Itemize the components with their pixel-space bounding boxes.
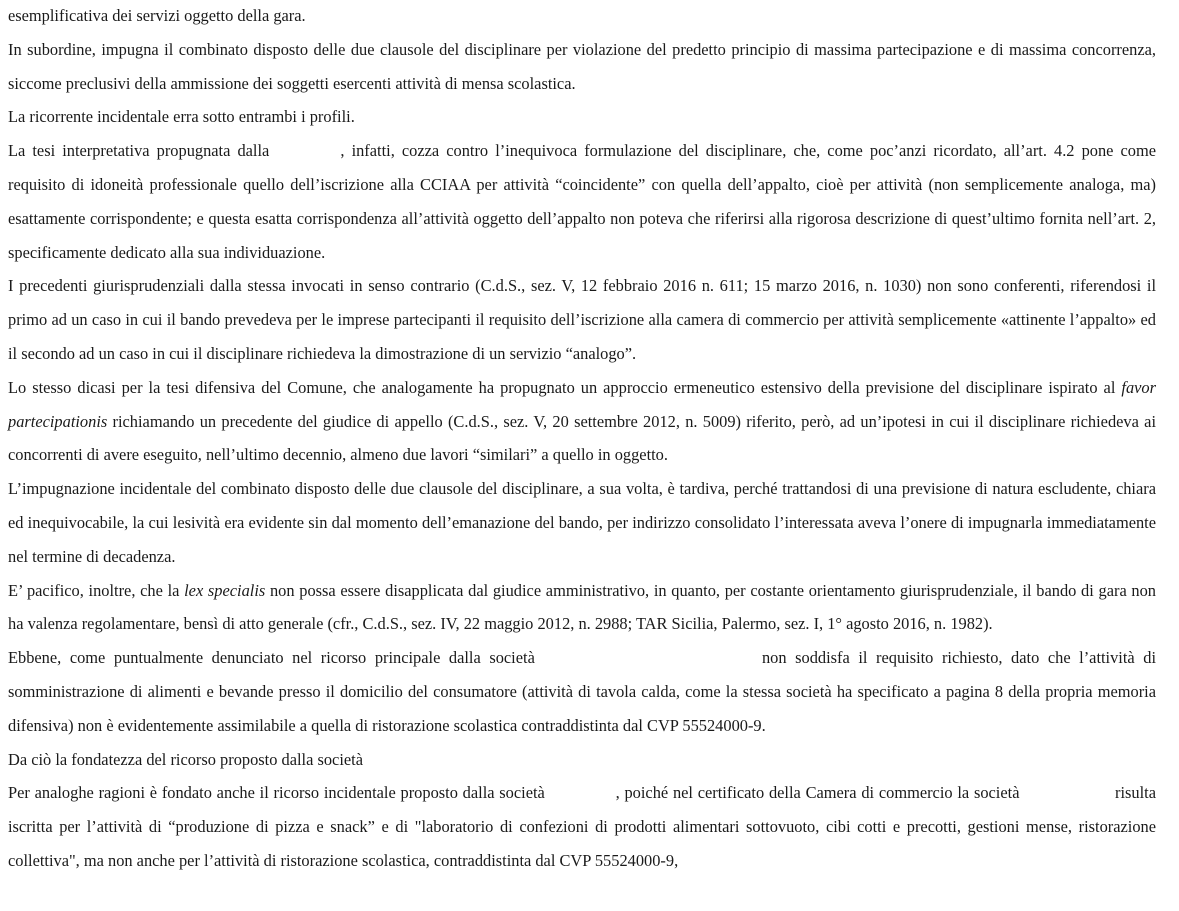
paragraph	[8, 33, 1156, 101]
document-body	[8, 0, 1156, 878]
paragraph	[8, 100, 1156, 134]
paragraph-text: Da ciò la fondatezza del ricorso proposto dalla società	[8, 749, 363, 769]
redacted-name	[550, 782, 616, 798]
paragraph-text: La ricorrente incidentale erra sotto entrambi i profili.	[8, 107, 355, 127]
paragraph-text: non possa essere disapplicata dal giudice amministrativo, in quanto, per costante orientamento giurisprudenziale, il bando di gara non ha valenza regolamentare, bensì di atto generale (cfr., C.d.S., sez. IV, 22 maggio 2012, n. 2988; TAR Sicilia, Palermo, sez. I, 1° agosto 2016, n. 1982).	[8, 580, 1157, 634]
paragraph-text: risulta iscritta per l’attività di “produzione di pizza e snack” e di "laboratorio di confezioni di prodotti alimentari sottovuoto, cibi cotti e precotti, gestioni mense, ristorazione collettiva", ma non anche per l’attività di ristorazione scolastica, contraddistinta dal CVP 55524000-9,	[8, 783, 1156, 870]
latin-phrase: lex specialis	[184, 580, 266, 600]
paragraph	[8, 776, 1156, 877]
redacted-name	[1024, 782, 1110, 798]
paragraph	[8, 0, 1156, 33]
paragraph	[8, 743, 1156, 777]
paragraph-text: richiamando un precedente del giudice di appello (C.d.S., sez. V, 20 settembre 2012, n. 5009) riferito, però, ad un’ipotesi in cui il disciplinare richiedeva ai concorrenti di avere eseguito, nell’ultimo decennio, almeno due lavori “similari” a quello in oggetto.	[8, 411, 1156, 465]
paragraph-text: Ebbene, come puntualmente denunciato nel ricorso principale dalla società	[8, 648, 544, 668]
latin-phrase: favor partecipationis	[8, 377, 1156, 431]
paragraph-text: non soddisfa il requisito richiesto, dato che l’attività di somministrazione di alimenti e bevande presso il domicilio del consumatore (attività di tavola calda, come la stessa società ha specificato a pagina 8 della propria memoria difensiva) non è evidentemente assimilabile a quella di ristorazione scolastica contraddistinta dal CVP 55524000-9.	[8, 648, 1157, 735]
paragraph-text: , infatti, cozza contro l’inequivoca formulazione del disciplinare, che, come poc’anzi ricordato, all’art. 4.2 pone come requisito di idoneità professionale quello dell’iscrizione alla CCIAA per attività “coincidente” con quella dell’appalto, cioè per attività (non semplicemente analoga, ma) esattamente corrispondente; e questa esatta corrispondenza all’attività oggetto dell’appalto non poteva che riferirsi alla rigorosa descrizione di quest’ultimo fornita nell’art. 2, specificamente dedicato alla sua individuazione.	[8, 141, 1156, 262]
paragraph-text: I precedenti giurisprudenziali dalla stessa invocati in senso contrario (C.d.S., sez. V, 12 febbraio 2016 n. 611; 15 marzo 2016, n. 1030) non sono conferenti, riferendosi il primo ad un caso in cui il bando prevedeva per le imprese partecipanti il requisito dell’iscrizione alla camera di commercio per attività semplicemente «attinente l’appalto» ed il secondo ad un caso in cui il disciplinare richiedeva la dimostrazione di un servizio “analogo”.	[8, 276, 1156, 363]
paragraph	[8, 574, 1156, 642]
paragraph-text: Lo stesso dicasi per la tesi difensiva del Comune, che analogamente ha propugnato un approccio ermeneutico estensivo della previsione del disciplinare ispirato al	[8, 377, 1122, 397]
redacted-name	[543, 647, 753, 663]
paragraph-text: , poiché nel certificato della Camera di commercio la società	[615, 783, 1025, 803]
paragraph	[8, 472, 1156, 573]
paragraph	[8, 371, 1156, 472]
paragraph-text: E’ pacifico, inoltre, che la	[8, 580, 185, 600]
paragraph-text: L’impugnazione incidentale del combinato disposto delle due clausole del disciplinare, a sua volta, è tardiva, perché trattandosi di una previsione di natura escludente, chiara ed inequivocabile, la cui lesività era evidente sin dal momento dell’emanazione del bando, per indirizzo consolidato l’interessata aveva l’onere di impugnarla immediatamente nel termine di decadenza.	[8, 479, 1156, 566]
paragraph-text: Per analoghe ragioni è fondato anche il ricorso incidentale proposto dalla società	[8, 783, 550, 803]
paragraph	[8, 269, 1156, 370]
redacted-name	[276, 140, 340, 156]
paragraph	[8, 134, 1156, 269]
paragraph-text: In subordine, impugna il combinato disposto delle due clausole del disciplinare per violazione del predetto principio di massima partecipazione e di massima concorrenza, siccome preclusivi della ammissione dei soggetti esercenti attività di mensa scolastica.	[8, 39, 1156, 93]
paragraph-text: esemplificativa dei servizi oggetto della gara.	[8, 6, 306, 25]
paragraph-text: La tesi interpretativa propugnata dalla	[8, 141, 277, 161]
paragraph	[8, 641, 1156, 742]
